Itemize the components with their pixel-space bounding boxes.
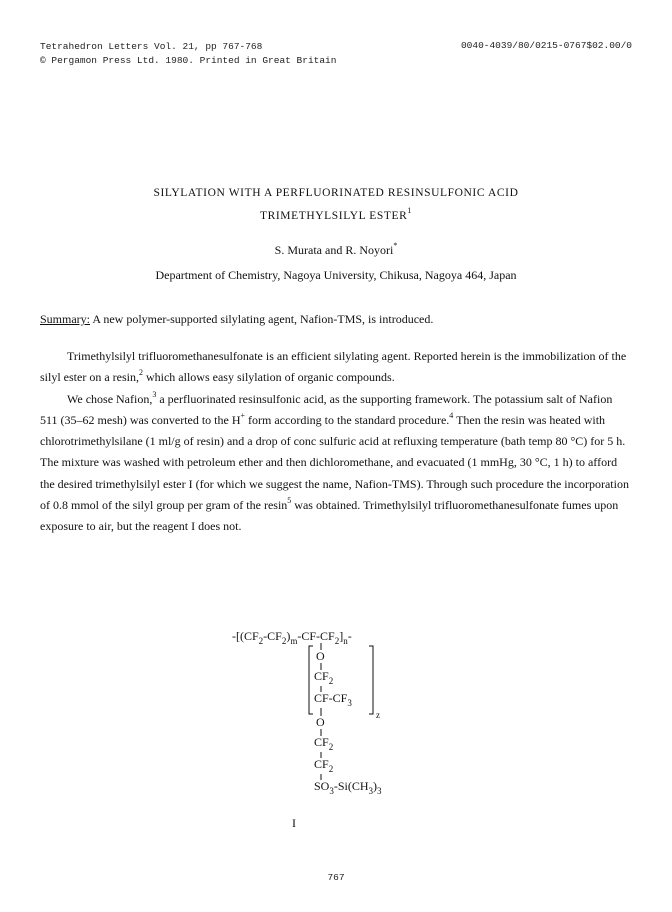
- ref-2: 2: [138, 368, 143, 378]
- title-line-1: SILYLATION WITH A PERFLUORINATED RESINSULFONIC ACID: [153, 187, 519, 199]
- p2-text-d: Then the resin was heated with chlorotrimethylsilane (1 ml/g of resin) and a drop of conc sulfuric acid at refluxing temperature (bath temp 80 °C) for 5 h. The mixture was washed with petroleum ether and then dichloromethane, and evacuated (1 mmHg, 30 °C, 1 h) to afford the desired trimethylsilyl ester I (for which we suggest the name, Nafion-TMS). Through such procedure the incorporation of 0.8 mmol of the silyl group per gram of the resin: [40, 412, 629, 513]
- authors-text: S. Murata and R. Noyori: [274, 243, 394, 257]
- affiliation: Department of Chemistry, Nagoya University, Chikusa, Nagoya 464, Japan: [155, 268, 517, 282]
- p2-text-c: form according to the standard procedure.: [245, 412, 450, 427]
- title-line-2-text: TRIMETHYLSILYL ESTER: [259, 210, 408, 222]
- title-footnote-ref: 1: [407, 206, 413, 215]
- h-plus-superscript: +: [240, 410, 246, 420]
- ref-3: 3: [152, 389, 157, 399]
- atom-CF2-2: $CF_2$: [314, 735, 334, 752]
- summary-text: A new polymer-supported silylating agent, Nafion-TMS, is introduced.: [90, 312, 434, 326]
- atom-CF2-3: $CF_2$: [314, 757, 334, 774]
- p2-text-b: a perfluorinated resinsulfonic acid, as the supporting framework. The potassium salt of Nafion 511 (35–62 mesh) was converted to the H: [40, 391, 613, 427]
- article-code: 0040-4039/80/0215-0767$02.00/0: [460, 40, 632, 51]
- right-bracket: [369, 646, 373, 714]
- summary-label: Summary:: [40, 312, 90, 326]
- atom-O-1: O: [316, 649, 325, 663]
- atom-SO3-SiMe3: $SO_3-Si(CH_3)_3$: [314, 779, 382, 796]
- left-bracket: [309, 646, 313, 714]
- atom-O-2: O: [316, 715, 325, 729]
- repeat-z: z: [376, 710, 380, 720]
- journal-citation: Tetrahedron Letters Vol. 21, pp 767-768: [40, 41, 263, 52]
- atom-CF2-1: $CF_2$: [314, 669, 334, 686]
- corresponding-mark: *: [393, 241, 398, 250]
- publisher-line: © Pergamon Press Ltd. 1980. Printed in Great Britain: [40, 55, 337, 66]
- atom-CF-CF3: $CF-CF_3$: [314, 691, 352, 708]
- p2-text-a: We chose Nafion,: [67, 391, 153, 406]
- compound-label: I: [292, 816, 296, 830]
- ref-5: 5: [287, 496, 292, 506]
- page-number: 767: [327, 872, 345, 883]
- backbone-formula: $-[(CF_2-CF_2)_m-CF-CF_2]_n-$: [232, 629, 352, 646]
- p2-text-e: was obtained. Trimethylsilyl trifluoromethanesulfonate fumes upon exposure to air, but the reagent I does not.: [40, 498, 619, 534]
- ref-4: 4: [449, 410, 454, 420]
- p1-text-a: Trimethylsilyl trifluoromethanesulfonate is an efficient silylating agent. Reported herein is the immobilization of the silyl ester on a resin,: [40, 349, 627, 385]
- p1-text-b: which allows easy silylation of organic compounds.: [142, 370, 395, 385]
